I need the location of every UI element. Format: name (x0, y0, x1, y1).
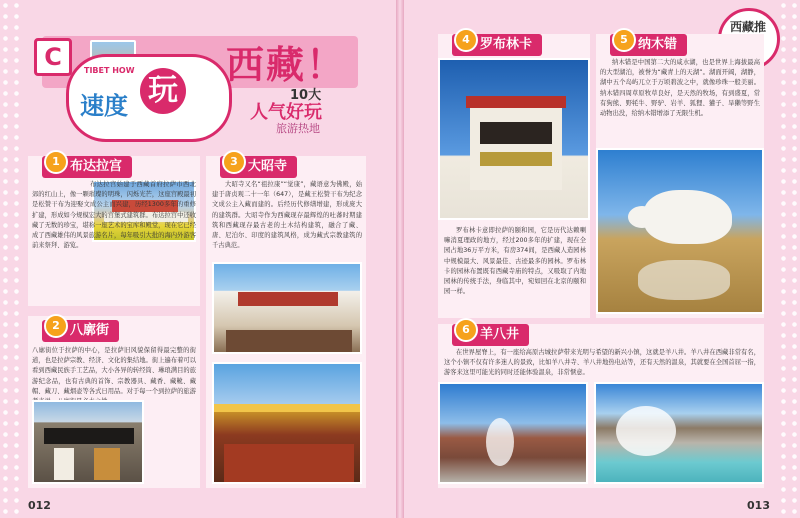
section-3-number: 3 (222, 150, 246, 174)
section-1-number: 1 (44, 150, 68, 174)
norbulingka-photo (438, 58, 590, 220)
title-text: 西藏！ (226, 43, 347, 87)
section-1-text: 布达拉宫始建于西藏首府拉萨市西北郊的红山上，像一颗璀璨的明珠，闪烁光芒，这座宫殿最初是松赞干布为迎娶文成公主而兴建，历经1300多年的重修扩建，形成如今规模宏大的宫堡式建筑群。布达拉宫中还收藏了无数的珍宝，堪称一座艺术的宝库和殿堂，现在它已经成了西藏雄伟的风景旅游名片，每年吸引大批的海内外游客前来祭拜、游览。 (32, 181, 196, 250)
book-spine (396, 0, 404, 518)
section-3-title: 大昭寺 (248, 159, 288, 174)
section-4-number: 4 (454, 28, 478, 52)
section-2-header (42, 320, 119, 342)
section-5-text: 纳木错是中国第二大的咸水湖，也是世界上海拔最高的大型湖泊，被誉为“藏青上的天湖”。湖面开阔，湖静，湖中五个岛屿兀立于万顷碧波之中，就像珍珠一般美丽。纳木错四周草原牧草良好，是天然的牧场，有到盛夏，常有狗熊、野牦牛、野驴、岩羊、狐狸、獾子、旱獭等野生动物出没，给纳木错增添了无限生机。 (600, 59, 760, 118)
section-3-text: 大昭寺又名“祖拉康”“觉康”，藏语意为佛殿，始建于唐贞观二十一年（647），是藏王松赞干布为纪念文成公主入藏而建的。后经历代修缮增建，形成庞大的建筑群。大昭寺作为西藏现存最辉煌的吐蕃时期建筑和西藏现存最古老的土木结构建筑，融合了藏、唐、尼泊尔、印度的建筑风格，成为藏式宗教建筑的千古典范。 (212, 181, 362, 250)
title-banner (20, 28, 360, 140)
section-5-number: 5 (612, 28, 636, 52)
play-circle: 玩 (140, 68, 186, 114)
section-2-number: 2 (44, 314, 68, 338)
barkhor-street-photo (32, 400, 144, 484)
popular-text: 人气好玩 (250, 102, 322, 123)
section-2-text: 八廓街位于拉萨的中心，是拉萨旧风貌保留得最完整的街道，也是拉萨宗教、经济、文化的集结地。街上遍布着可以看到西藏民族手工艺品，大小各异的转经筒、琳琅满目的旅游纪念品，也有古典的首饰、宗教器具、藏香、藏靴、藏帽、藏刀、藏烟壶等各式日用品。对于每一个到拉萨的旅游 (32, 347, 196, 395)
spots-text: 旅游热地 (276, 122, 320, 135)
left-dots-border (0, 0, 22, 518)
section-4-header (452, 34, 542, 56)
right-page (400, 0, 800, 518)
page-number-right: 013 (747, 499, 770, 512)
section-4-title: 罗布林卡 (480, 37, 533, 52)
jokhang-temple-photo-1 (212, 262, 362, 354)
section-4-text: 罗布林卡意即拉萨的颐和园，它是历代达赖喇嘛消夏理政的地方，经过200多年的扩建，现在全园占地36万平方米，有房374间，是西藏人造园林中规模最大、风景最佳、古迹最多的园林。罗布林卡的园林布置既有西藏寺庙的特点，又吸取了内地园林的传统手法，身临其中，宛如回在北京的颐和园一样。 (444, 227, 586, 296)
section-6-number: 6 (454, 318, 478, 342)
speed-text: 速度 (80, 92, 128, 120)
right-dots-border (778, 0, 800, 518)
section-6-header (452, 324, 529, 346)
ten-text: 10大 (290, 88, 322, 103)
jokhang-temple-photo-2 (212, 362, 362, 484)
subtitle-en: TIBET HOW (84, 66, 135, 75)
section-5-title: 纳木错 (638, 37, 678, 52)
yangbajing-photo-2 (594, 382, 764, 484)
section-1-header (42, 156, 132, 178)
section-6-title: 羊八井 (480, 327, 520, 342)
badge-letter: C (34, 38, 72, 76)
section-1-title: 布达拉宫 (70, 159, 123, 174)
section-5-header (610, 34, 687, 56)
section-3-header (220, 156, 297, 178)
page-number-left: 012 (28, 499, 51, 512)
section-6-text: 在世界屋脊上，有一座给高原古城拉萨带来光明与希望的新兴小镇，这就是羊八井。羊八井在西藏非常有名，这个小镇不仅有许多迷人的景致，比如羊八井寺、羊八井地热电站等，还有天然的温泉，其就要在全国首屈一指，游客来这里可能光的同时还能体验温泉，非常惬意。 (444, 349, 760, 377)
recommend-badge-text: 西藏推 (729, 20, 766, 34)
section-2-title: 八廓街 (70, 323, 110, 338)
yangbajing-photo-1 (438, 382, 588, 484)
namtso-yak-photo (596, 148, 764, 314)
